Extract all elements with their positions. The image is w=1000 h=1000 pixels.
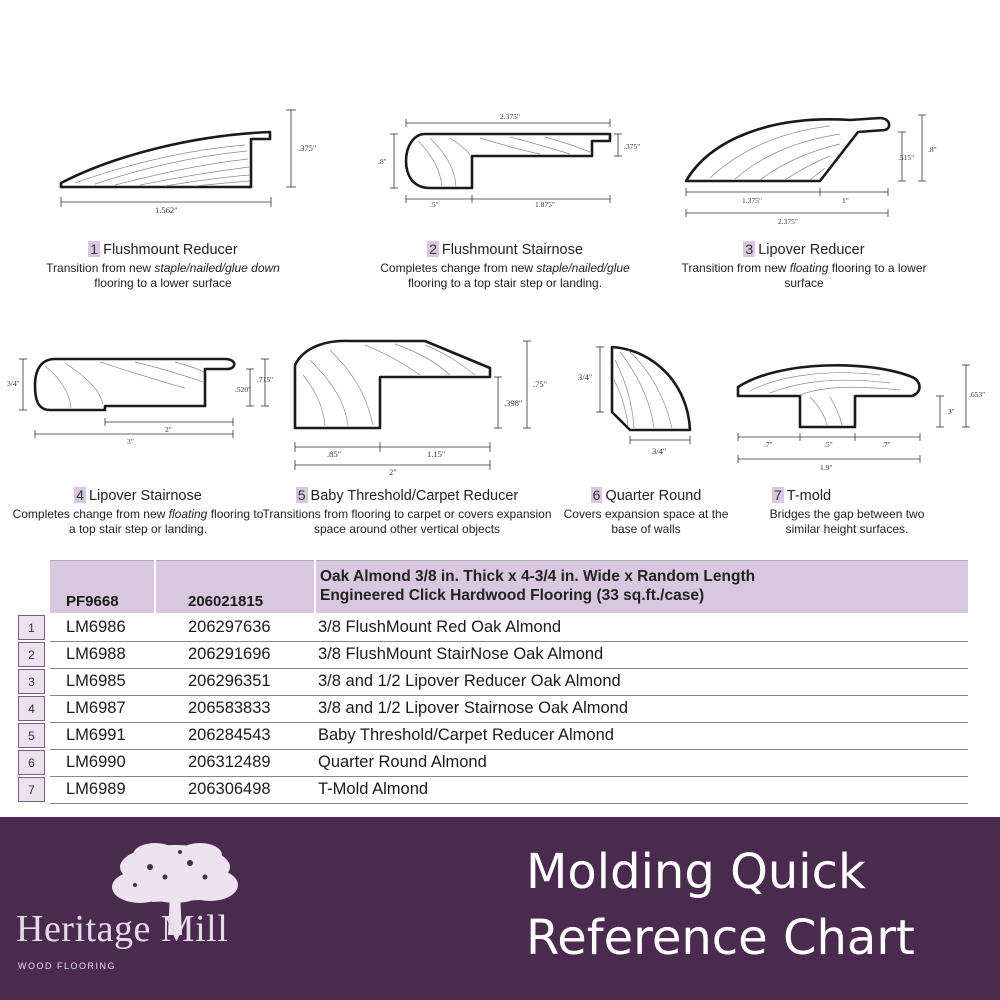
header-code: PF9668 bbox=[66, 593, 119, 610]
dim-7-a: .7" bbox=[764, 440, 773, 449]
dim-3-515: .515" bbox=[898, 153, 915, 162]
table-row bbox=[18, 642, 968, 669]
profile-name: Lipover Reducer bbox=[758, 242, 865, 258]
row-number: 1 bbox=[18, 615, 45, 640]
caption-t-mold bbox=[722, 487, 972, 537]
flushmount-stairnose-diagram bbox=[370, 108, 640, 213]
dim-7-c: .7" bbox=[882, 440, 891, 449]
header-product-title: Oak Almond 3/8 in. Thick x 4-3/4 in. Wide x Random Length Engineered Click Hardwood Flooring (33 sq.ft./case) bbox=[320, 568, 756, 604]
table-row bbox=[18, 750, 968, 777]
table-row bbox=[18, 615, 968, 642]
row-item-code: LM6990 bbox=[66, 753, 126, 771]
table-row bbox=[18, 669, 968, 696]
profile-number: 6 bbox=[592, 487, 601, 503]
row-number: 6 bbox=[18, 750, 45, 775]
dim-7-b: .5" bbox=[824, 440, 833, 449]
profile-description: Covers expansion space at the base of walls bbox=[563, 507, 729, 536]
row-sku: 206583833 bbox=[188, 699, 271, 717]
profile-number: 2 bbox=[429, 241, 437, 257]
profile-description: Completes change from new floating flooring to a top stair step or landing. bbox=[12, 507, 264, 536]
footer-banner bbox=[0, 817, 1000, 1000]
caption-lipover-stairnose bbox=[8, 487, 268, 537]
row-sku: 206306498 bbox=[188, 780, 271, 798]
table-row bbox=[18, 696, 968, 723]
profile-name: Quarter Round bbox=[605, 488, 702, 504]
dim-1-height: .375" bbox=[298, 143, 317, 153]
dim-3-b: 1" bbox=[842, 196, 849, 205]
dim-7-total: 1.9" bbox=[820, 463, 833, 472]
dim-4-715: .715" bbox=[257, 375, 274, 384]
row-description: Baby Threshold/Carpet Reducer Almond bbox=[318, 726, 614, 744]
dim-7-653: .653" bbox=[969, 390, 986, 399]
caption-flushmount-reducer bbox=[33, 241, 293, 291]
profile-description: Transition from new floating flooring to a lower surface bbox=[681, 261, 927, 290]
row-item-code: LM6988 bbox=[66, 645, 126, 663]
table-header bbox=[50, 560, 968, 612]
row-sku: 206312489 bbox=[188, 753, 271, 771]
row-description: 3/8 FlushMount Red Oak Almond bbox=[318, 618, 562, 636]
dim-4-back: 2" bbox=[165, 425, 172, 434]
profile-name: Flushmount Reducer bbox=[103, 242, 238, 258]
t-mold-diagram bbox=[730, 355, 1000, 475]
dim-3-a: 1.375" bbox=[742, 196, 762, 205]
dim-2-nose: .5" bbox=[430, 200, 439, 209]
dim-5-b: 1.15" bbox=[427, 449, 446, 459]
flushmount-reducer-diagram bbox=[55, 105, 325, 215]
row-divider bbox=[50, 803, 968, 804]
row-description: 3/8 and 1/2 Lipover Reducer Oak Almond bbox=[318, 672, 621, 690]
dim-3-8: .8" bbox=[928, 145, 937, 154]
row-description: 3/8 FlushMount StairNose Oak Almond bbox=[318, 645, 604, 663]
profile-description: Transition from new staple/nailed/glue down flooring to a lower surface bbox=[46, 261, 280, 290]
dim-4-total: 3" bbox=[127, 437, 134, 446]
row-sku: 206284543 bbox=[188, 726, 271, 744]
table-row bbox=[18, 777, 968, 804]
dim-6-height: 3/4" bbox=[578, 372, 593, 382]
profile-number: 1 bbox=[90, 241, 99, 257]
profile-number: 7 bbox=[774, 487, 782, 503]
baby-threshold-diagram bbox=[285, 335, 555, 480]
dim-5-398: .398" bbox=[504, 398, 523, 408]
row-item-code: LM6986 bbox=[66, 618, 126, 636]
row-description: T-Mold Almond bbox=[318, 780, 429, 798]
row-item-code: LM6991 bbox=[66, 726, 126, 744]
dim-5-75: .75" bbox=[533, 379, 548, 389]
row-number: 5 bbox=[18, 723, 45, 748]
row-number: 4 bbox=[18, 696, 45, 721]
row-sku: 206291696 bbox=[188, 645, 271, 663]
row-number: 7 bbox=[18, 777, 45, 802]
page-title: Molding Quick Reference Chart bbox=[526, 844, 915, 966]
caption-flushmount-stairnose bbox=[375, 241, 635, 291]
row-description: 3/8 and 1/2 Lipover Stairnose Oak Almond bbox=[318, 699, 629, 717]
caption-baby-threshold bbox=[262, 487, 552, 537]
dim-2-lip: .375" bbox=[624, 142, 641, 151]
row-sku: 206297636 bbox=[188, 618, 271, 636]
profile-description: Completes change from new staple/nailed/glue flooring to a top stair step or landing. bbox=[380, 261, 630, 290]
profile-name: Lipover Stairnose bbox=[88, 488, 202, 504]
row-item-code: LM6987 bbox=[66, 699, 126, 717]
row-sku: 206296351 bbox=[188, 672, 271, 690]
brand-logo-subtext: WOOD FLOORING bbox=[18, 961, 116, 971]
row-number: 3 bbox=[18, 669, 45, 694]
dim-4-height: 3/4" bbox=[7, 379, 20, 388]
profile-description: Bridges the gap between two similar height surfaces. bbox=[769, 507, 925, 536]
profile-number: 5 bbox=[297, 487, 306, 503]
row-item-code: LM6985 bbox=[66, 672, 126, 690]
row-number: 2 bbox=[18, 642, 45, 667]
row-item-code: LM6989 bbox=[66, 780, 126, 798]
dim-1-width: 1.562" bbox=[155, 205, 178, 215]
dim-4-520: .520" bbox=[235, 385, 252, 394]
dim-2-width: 2.375" bbox=[500, 112, 520, 121]
quarter-round-diagram bbox=[570, 340, 700, 465]
dim-2-back: 1.875" bbox=[535, 200, 555, 209]
profile-name: T-mold bbox=[786, 488, 832, 504]
dim-2-height: .8" bbox=[378, 157, 387, 166]
dim-5-a: .85" bbox=[327, 449, 342, 459]
profile-number: 4 bbox=[76, 487, 84, 503]
lipover-stairnose-diagram bbox=[5, 348, 280, 448]
dim-5-total: 2" bbox=[389, 467, 397, 477]
profile-number: 3 bbox=[745, 241, 754, 257]
caption-lipover-reducer bbox=[674, 241, 934, 291]
row-description: Quarter Round Almond bbox=[318, 753, 487, 771]
profile-description: Transitions from flooring to carpet or covers expansion space around other vertical objects bbox=[262, 507, 552, 536]
dim-6-width: 3/4" bbox=[652, 446, 667, 456]
profile-name: Flushmount Stairnose bbox=[441, 242, 583, 258]
lipover-reducer-diagram bbox=[670, 110, 960, 225]
table-row bbox=[18, 723, 968, 750]
dim-3-total: 2.375" bbox=[778, 217, 798, 226]
brand-logo-text: Heritage Mill bbox=[16, 908, 229, 950]
header-sku: 206021815 bbox=[188, 593, 264, 610]
dim-7-3: .3" bbox=[946, 407, 955, 416]
profile-name: Baby Threshold/Carpet Reducer bbox=[310, 488, 519, 504]
